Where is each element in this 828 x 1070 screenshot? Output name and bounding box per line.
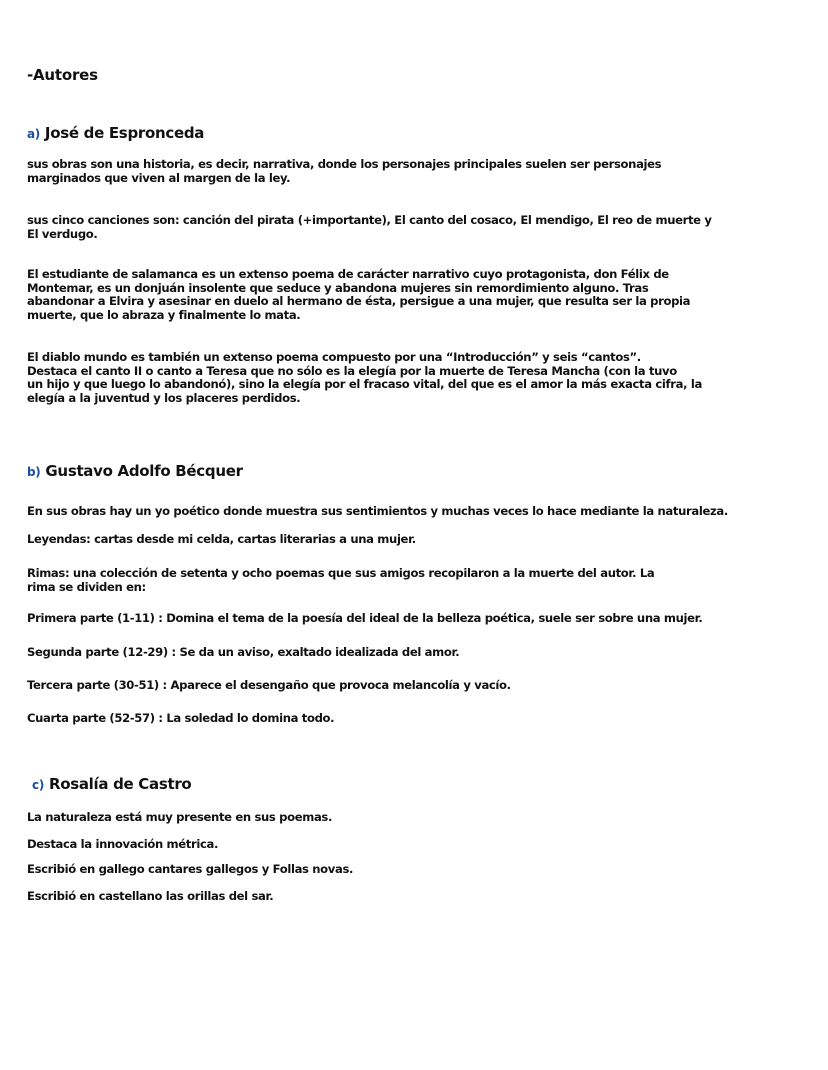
section-name: Rosalía de Castro — [48, 775, 192, 793]
paragraph-line: Montemar, es un donjuán insolente que seduce y abandona mujeres sin remordimiento alguno. Tras — [27, 280, 649, 295]
paragraph-espronceda-estudiante — [27, 268, 807, 322]
paragraph-rosalia-innovacion: Destaca la innovación métrica. — [27, 837, 219, 851]
paragraph-line: El estudiante de salamanca es un extenso poema de carácter narrativo cuyo protagonista, don Félix de — [27, 267, 669, 281]
section-heading-rosalia — [32, 775, 191, 793]
paragraph-espronceda-diablo-mundo — [27, 351, 807, 405]
paragraph-becquer-rimas — [27, 567, 807, 594]
paragraph-rosalia-gallego: Escribió en gallego cantares gallegos y Follas novas. — [27, 862, 354, 876]
paragraph-line: rima se dividen en: — [27, 579, 146, 594]
paragraph-line: un hijo y que luego lo abandonó), sino la elegía por el fracaso vital, del que es el amor la más exacta cifra, la — [27, 377, 702, 392]
section-name: José de Espronceda — [44, 124, 205, 142]
paragraph-rosalia-naturaleza: La naturaleza está muy presente en sus poemas. — [27, 810, 333, 824]
section-letter: b) — [27, 465, 41, 479]
paragraph-line: muerte, que lo abraza y finalmente lo mata. — [27, 307, 301, 322]
paragraph-line: El verdugo. — [27, 226, 98, 241]
paragraph-line: abandonar a Elvira y asesinar en duelo al hermano de ésta, persigue a una mujer, que resulta ser la propia — [27, 294, 691, 309]
section-name: Gustavo Adolfo Bécquer — [45, 462, 243, 480]
paragraph-espronceda-canciones — [27, 214, 807, 241]
paragraph-line: sus cinco canciones son: canción del pirata (+importante), El canto del cosaco, El mendigo, El reo de muerte y — [27, 213, 712, 227]
paragraph-line: sus obras son una historia, es decir, narrativa, donde los personajes principales suelen ser personajes — [27, 157, 662, 171]
paragraph-becquer-cuarta-parte: Cuarta parte (52-57) : La soledad lo domina todo. — [27, 711, 335, 725]
paragraph-rosalia-castellano: Escribió en castellano las orillas del sar. — [27, 889, 274, 903]
paragraph-becquer-yo-poetico: En sus obras hay un yo poético donde muestra sus sentimientos y muchas veces lo hace mediante la naturaleza. — [27, 504, 728, 518]
paragraph-line: elegía a la juventud y los placeres perdidos. — [27, 390, 301, 405]
section-letter: c) — [32, 778, 44, 792]
paragraph-becquer-tercera-parte: Tercera parte (30-51) : Aparece el desengaño que provoca melancolía y vacío. — [27, 678, 511, 692]
paragraph-becquer-leyendas: Leyendas: cartas desde mi celda, cartas literarias a una mujer. — [27, 532, 416, 546]
paragraph-becquer-segunda-parte: Segunda parte (12-29) : Se da un aviso, exaltado idealizada del amor. — [27, 645, 460, 659]
paragraph-line: Rimas: una colección de setenta y ocho poemas que sus amigos recopilaron a la muerte del autor. La — [27, 566, 655, 580]
section-heading-becquer — [27, 462, 243, 480]
section-letter: a) — [27, 127, 40, 141]
paragraph-becquer-primera-parte: Primera parte (1-11) : Domina el tema de la poesía del ideal de la belleza poética, suele ser sobre una mujer. — [27, 611, 703, 625]
section-heading-espronceda — [27, 124, 204, 142]
document-title: -Autores — [27, 66, 98, 84]
paragraph-espronceda-obras — [27, 158, 807, 185]
paragraph-line: marginados que viven al margen de la ley. — [27, 170, 291, 185]
paragraph-line: Destaca el canto II o canto a Teresa que no sólo es la elegía por la muerte de Teresa Mancha (con la tuvo — [27, 363, 677, 378]
paragraph-line: El diablo mundo es también un extenso poema compuesto por una “Introducción” y seis “cantos”. — [27, 350, 641, 364]
